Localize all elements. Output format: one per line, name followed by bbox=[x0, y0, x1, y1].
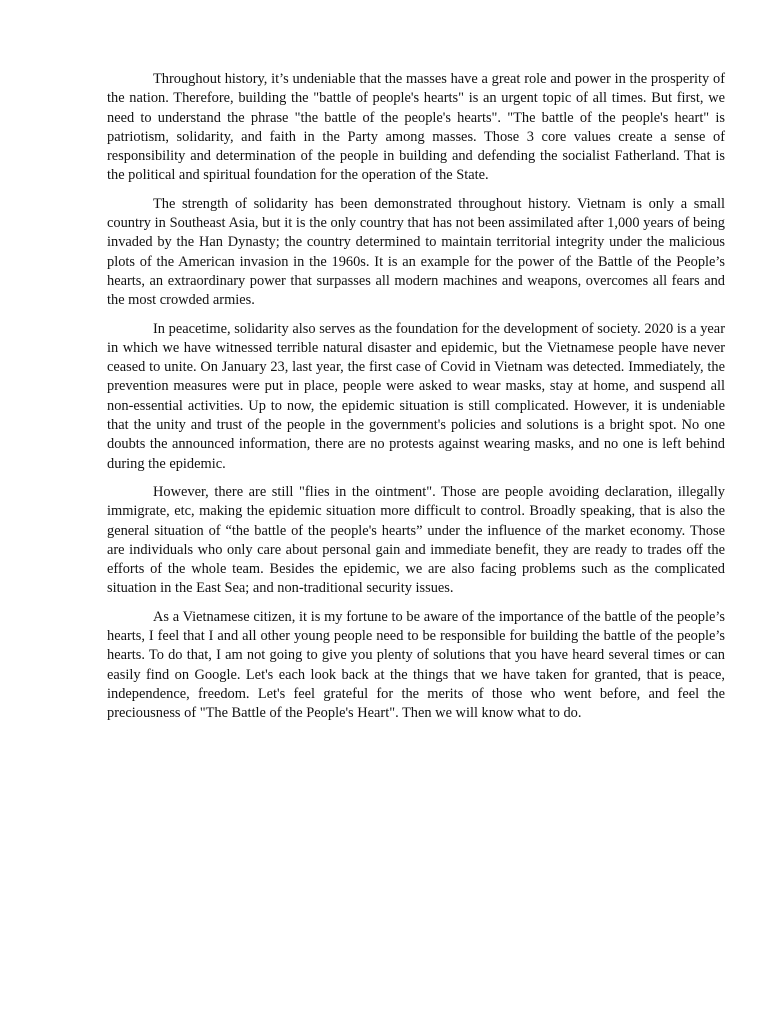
paragraph-3: In peacetime, solidarity also serves as the foundation for the development of society. 2020 is a year in which we have witnessed terrible natural disaster and epidemic, but the Vietnamese people have never ceased to unite. On January 23, last year, the first case of Covid in Vietnam was detected. Immediately, the prevention measures were put in place, people were asked to wear masks, stay at home, and suspend all non-essential activities. Up to now, the epidemic situation is still complicated. However, it is undeniable that the unity and trust of the people in the government's policies and solutions is a bright spot. No one doubts the announced information, there are no protests against wearing masks, and no one is left behind during the epidemic. bbox=[107, 320, 725, 472]
paragraph-2: The strength of solidarity has been demonstrated throughout history. Vietnam is only a small country in Southeast Asia, but it is the only country that has not been assimilated after 1,000 years of being invaded by the Han Dynasty; the country determined to maintain territorial integrity under the malicious plots of the American invasion in the 1960s. It is an example for the power of the Battle of the People’s hearts, an extraordinary power that surpasses all modern machines and weapons, overcomes all fears and the most crowded armies. bbox=[107, 195, 725, 309]
paragraph-4: However, there are still "flies in the ointment". Those are people avoiding declaration, illegally immigrate, etc, making the epidemic situation more difficult to control. Broadly speaking, that is also the general situation of “the battle of the people's hearts” under the influence of the market economy. Those are individuals who only care about personal gain and immediate benefit, they are ready to trades off the efforts of the whole team. Besides the epidemic, we are also facing problems such as the complicated situation in the East Sea; and non-traditional security issues. bbox=[107, 483, 725, 597]
paragraph-1: Throughout history, it’s undeniable that the masses have a great role and power in the prosperity of the nation. Therefore, building the "battle of people's hearts" is an urgent topic of all times. But first, we need to understand the phrase "the battle of the people's hearts". "The battle of the people's heart" is patriotism, solidarity, and faith in the Party among masses. Those 3 core values create a sense of responsibility and determination of the people in building and defending the socialist Fatherland. That is the political and spiritual foundation for the operation of the State. bbox=[107, 71, 725, 184]
document-body bbox=[107, 70, 725, 733]
paragraph-5: As a Vietnamese citizen, it is my fortune to be aware of the importance of the battle of the people’s hearts, I feel that I and all other young people need to be responsible for building the battle of the people’s hearts. To do that, I am not going to give you plenty of solutions that you have heard several times or can easily find on Google. Let's each look back at the things that we have taken for granted, that is peace, independence, freedom. Let's feel grateful for the merits of those who went before, and feel the preciousness of "The Battle of the People's Heart". Then we will know what to do. bbox=[107, 608, 725, 722]
